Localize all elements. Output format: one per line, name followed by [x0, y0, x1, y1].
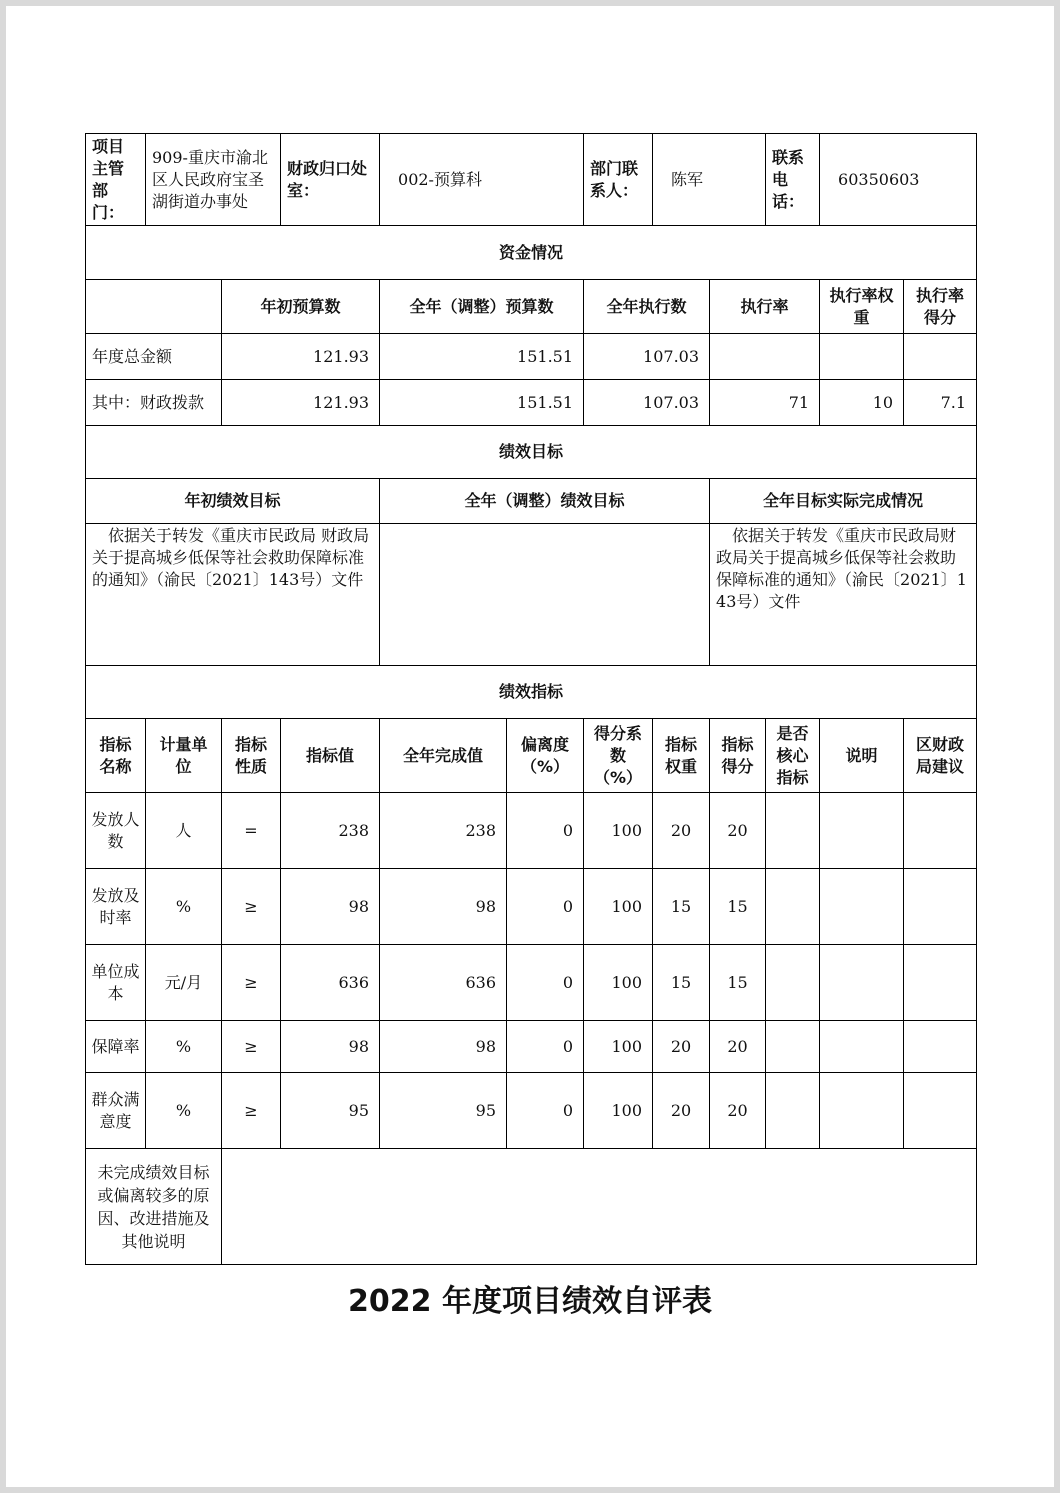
indicator-target: 238 [281, 793, 380, 869]
funds-cell: 121.93 [222, 380, 380, 426]
funds-cell [710, 334, 820, 380]
indicator-advice [904, 945, 977, 1021]
indicator-coefficient: 100 [584, 945, 653, 1021]
indicator-deviation: 0 [507, 793, 584, 869]
indicator-unit: 元/月 [146, 945, 222, 1021]
footer-label: 未完成绩效目标或偏离较多的原因、改进措施及其他说明 [86, 1149, 222, 1265]
indicator-score: 15 [710, 869, 766, 945]
indicator-score: 20 [710, 1021, 766, 1073]
indicator-row [86, 793, 977, 869]
indicator-deviation: 0 [507, 945, 584, 1021]
indicator-coefficient: 100 [584, 1021, 653, 1073]
goals-header-adjusted: 全年（调整）绩效目标 [380, 479, 710, 524]
funds-col-header: 全年执行数 [584, 280, 710, 334]
goals-section-title: 绩效目标 [86, 426, 977, 479]
indicator-name: 群众满意度 [86, 1073, 146, 1149]
indicator-col-header: 指标权重 [653, 719, 710, 793]
indicator-core [766, 945, 820, 1021]
indicator-note [820, 1021, 904, 1073]
funds-cell: 7.1 [904, 380, 977, 426]
funds-col-header: 全年（调整）预算数 [380, 280, 584, 334]
indicator-col-header: 得分系数（%） [584, 719, 653, 793]
goals-adjusted-text [380, 524, 710, 666]
indicator-row [86, 1073, 977, 1149]
funds-row-label: 其中：财政拨款 [86, 380, 222, 426]
phone-value: 60350603 [820, 134, 977, 226]
indicator-core [766, 1073, 820, 1149]
indicator-col-header: 全年完成值 [380, 719, 507, 793]
indicator-name: 发放及时率 [86, 869, 146, 945]
dept-value: 909-重庆市渝北区人民政府宝圣湖街道办事处 [146, 134, 281, 226]
dept-label: 项目主管部门： [86, 134, 146, 226]
contact-label: 部门联系人： [584, 134, 653, 226]
indicator-weight: 20 [653, 1021, 710, 1073]
indicator-nature: ≥ [222, 1021, 281, 1073]
indicator-target: 636 [281, 945, 380, 1021]
document-page [6, 6, 1054, 1487]
indicator-name: 保障率 [86, 1021, 146, 1073]
indicator-col-header: 指标名称 [86, 719, 146, 793]
funds-cell: 107.03 [584, 380, 710, 426]
goals-header-initial: 年初绩效目标 [86, 479, 380, 524]
indicator-col-header: 计量单位 [146, 719, 222, 793]
funds-cell: 151.51 [380, 334, 584, 380]
indicator-score: 15 [710, 945, 766, 1021]
indicator-target: 98 [281, 869, 380, 945]
indicator-note [820, 1073, 904, 1149]
funds-cell: 71 [710, 380, 820, 426]
indicator-nature: ≥ [222, 869, 281, 945]
indicator-advice [904, 869, 977, 945]
indicator-col-header: 指标得分 [710, 719, 766, 793]
funds-cell [904, 334, 977, 380]
fin-value: 002-预算科 [380, 134, 584, 226]
indicator-score: 20 [710, 1073, 766, 1149]
indicator-core [766, 1021, 820, 1073]
indicator-col-header: 区财政局建议 [904, 719, 977, 793]
goals-initial-text: 依据关于转发《重庆市民政局 财政局关于提高城乡低保等社会救助保障标准的通知》（渝民〔2021〕143号）文件 [86, 524, 380, 666]
indicator-advice [904, 793, 977, 869]
indicator-unit: % [146, 869, 222, 945]
indicator-col-header: 说明 [820, 719, 904, 793]
indicator-unit: % [146, 1021, 222, 1073]
indicator-target: 98 [281, 1021, 380, 1073]
indicator-row [86, 869, 977, 945]
indicator-core [766, 793, 820, 869]
indicator-nature: ≥ [222, 945, 281, 1021]
indicator-weight: 15 [653, 869, 710, 945]
funds-col-header: 年初预算数 [222, 280, 380, 334]
funds-cell: 10 [820, 380, 904, 426]
indicator-done: 98 [380, 869, 507, 945]
funds-cell [820, 334, 904, 380]
phone-label: 联系电话： [766, 134, 820, 226]
indicator-done: 95 [380, 1073, 507, 1149]
funds-corner [86, 280, 222, 334]
indicator-coefficient: 100 [584, 1073, 653, 1149]
indicator-note [820, 869, 904, 945]
indicator-deviation: 0 [507, 1073, 584, 1149]
funds-row [86, 380, 977, 426]
indicator-name: 单位成本 [86, 945, 146, 1021]
indicator-score: 20 [710, 793, 766, 869]
goals-header-actual: 全年目标实际完成情况 [710, 479, 977, 524]
indicator-done: 238 [380, 793, 507, 869]
indicator-core [766, 869, 820, 945]
indicator-name: 发放人数 [86, 793, 146, 869]
indicator-col-header: 指标值 [281, 719, 380, 793]
indicator-coefficient: 100 [584, 793, 653, 869]
funds-cell: 107.03 [584, 334, 710, 380]
indicator-note [820, 793, 904, 869]
indicator-row [86, 1021, 977, 1073]
indicator-coefficient: 100 [584, 869, 653, 945]
funds-col-header: 执行率权重 [820, 280, 904, 334]
funds-col-header: 执行率得分 [904, 280, 977, 334]
indicator-note [820, 945, 904, 1021]
funds-row [86, 334, 977, 380]
funds-cell: 121.93 [222, 334, 380, 380]
funds-section-title: 资金情况 [86, 226, 977, 280]
indicator-advice [904, 1021, 977, 1073]
funds-row-label: 年度总金额 [86, 334, 222, 380]
footer-value [222, 1149, 977, 1265]
indicator-col-header: 指标性质 [222, 719, 281, 793]
indicator-nature: = [222, 793, 281, 869]
indicator-nature: ≥ [222, 1073, 281, 1149]
indicator-row [86, 945, 977, 1021]
indicator-target: 95 [281, 1073, 380, 1149]
indicator-advice [904, 1073, 977, 1149]
indicator-done: 98 [380, 1021, 507, 1073]
indicator-weight: 20 [653, 793, 710, 869]
indicator-col-header: 是否核心指标 [766, 719, 820, 793]
indicator-col-header: 偏离度（%） [507, 719, 584, 793]
indicator-unit: 人 [146, 793, 222, 869]
funds-cell: 151.51 [380, 380, 584, 426]
fin-label: 财政归口处室： [281, 134, 380, 226]
contact-value: 陈军 [653, 134, 766, 226]
indicator-deviation: 0 [507, 869, 584, 945]
indicator-weight: 15 [653, 945, 710, 1021]
indicator-weight: 20 [653, 1073, 710, 1149]
page-title: 2022 年度项目绩效自评表 [348, 1284, 712, 1319]
goals-actual-text: 依据关于转发《重庆市民政局财政局关于提高城乡低保等社会救助保障标准的通知》（渝民〔2021〕143号）文件 [710, 524, 977, 666]
indicators-section-title: 绩效指标 [86, 666, 977, 719]
funds-col-header: 执行率 [710, 280, 820, 334]
indicator-unit: % [146, 1073, 222, 1149]
indicator-deviation: 0 [507, 1021, 584, 1073]
evaluation-form [85, 133, 977, 1265]
indicator-done: 636 [380, 945, 507, 1021]
